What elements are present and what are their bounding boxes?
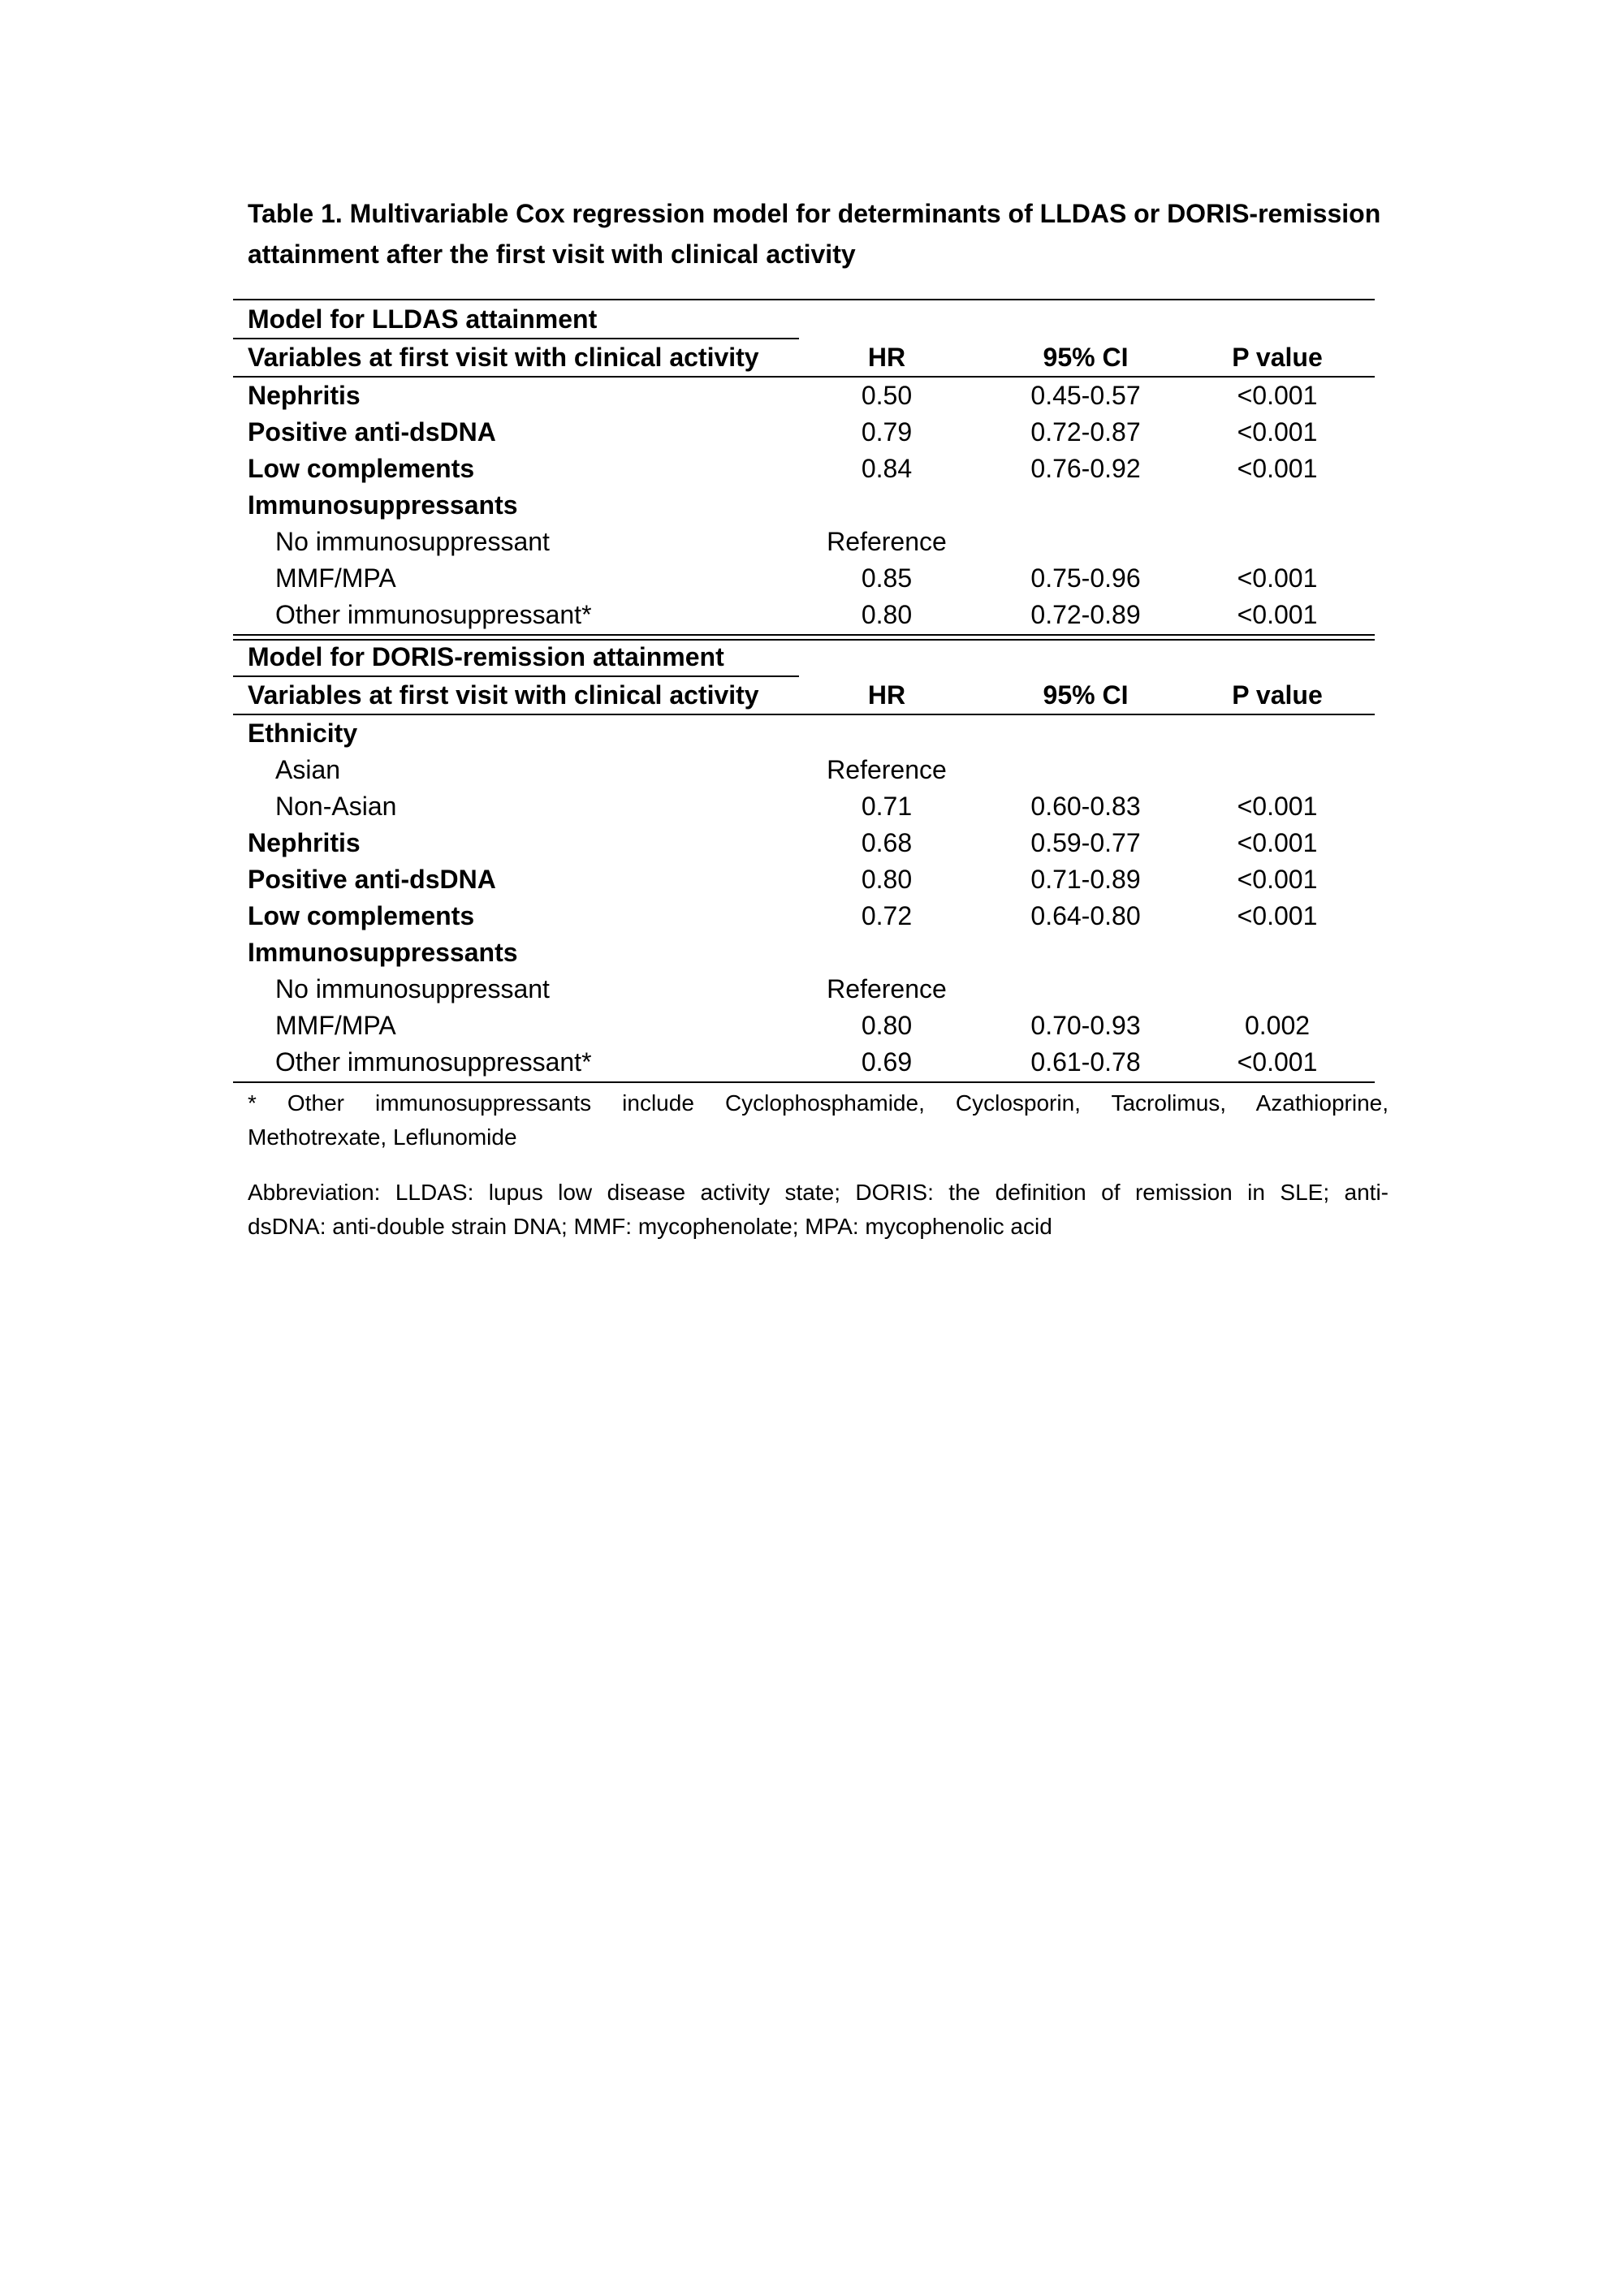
row-hr: 0.72 <box>861 901 913 930</box>
table-bottom-rule <box>233 1081 1375 1083</box>
abbreviation-note <box>248 1176 1389 1244</box>
table-row <box>233 788 1375 825</box>
row-label: Asian <box>275 755 341 784</box>
row-hr: 0.79 <box>861 417 913 447</box>
row-label: Non-Asian <box>275 792 397 821</box>
table-title <box>248 193 1401 274</box>
row-label: Positive anti-dsDNA <box>248 417 496 447</box>
row-label: Low complements <box>248 454 475 483</box>
row-hr: 0.68 <box>861 828 913 857</box>
header-hr: HR <box>867 343 906 372</box>
row-hr: 0.80 <box>861 1011 913 1040</box>
row-label: Nephritis <box>248 381 361 410</box>
header-p: P value <box>1232 680 1323 710</box>
row-hr: 0.71 <box>861 792 913 821</box>
row-hr: 0.85 <box>861 563 913 593</box>
table-row <box>233 1008 1375 1044</box>
row-p: <0.001 <box>1237 865 1318 894</box>
header-variable: Variables at first visit with clinical activity <box>248 343 759 372</box>
row-p: <0.001 <box>1237 563 1318 593</box>
row-p: <0.001 <box>1237 600 1318 629</box>
table-row <box>233 715 1375 752</box>
row-label: MMF/MPA <box>275 1011 396 1040</box>
row-p: <0.001 <box>1237 792 1318 821</box>
row-ci: 0.71-0.89 <box>1030 865 1141 894</box>
header-hr: HR <box>867 680 906 710</box>
table-row <box>233 597 1375 633</box>
table-title-line-1: Table 1. Multivariable Cox regression model for determinants of LLDAS or DORIS-remission <box>248 199 1381 228</box>
row-hr: 0.80 <box>861 865 913 894</box>
table-row <box>233 861 1375 898</box>
row-label: No immunosuppressant <box>275 527 550 556</box>
header-ci: 95% CI <box>1043 680 1129 710</box>
row-ci: 0.61-0.78 <box>1030 1047 1141 1077</box>
row-ci: 0.70-0.93 <box>1030 1011 1141 1040</box>
table-header-row <box>233 339 1375 376</box>
footnote-line-2: Methotrexate, Leflunomide <box>248 1124 517 1150</box>
row-p: <0.001 <box>1237 454 1318 483</box>
table-row <box>233 560 1375 597</box>
row-p: <0.001 <box>1237 381 1318 410</box>
row-label: Other immunosuppressant* <box>275 600 592 629</box>
abbreviation-line-2: dsDNA: anti-double strain DNA; MMF: mycophenolate; MPA: mycophenolic acid <box>248 1214 1052 1239</box>
row-hr: Reference <box>827 755 947 784</box>
row-ci: 0.64-0.80 <box>1030 901 1141 930</box>
abbreviation-line-1: Abbreviation: LLDAS: lupus low disease activity state; DORIS: the definition of remission in SLE; anti- <box>248 1180 1389 1205</box>
table-row <box>233 752 1375 788</box>
row-p: <0.001 <box>1237 1047 1318 1077</box>
model-heading-lldas <box>233 301 1375 338</box>
table-row <box>233 524 1375 560</box>
row-label: Other immunosuppressant* <box>275 1047 592 1077</box>
model-heading-text: Model for DORIS-remission attainment <box>248 642 724 671</box>
row-p: <0.001 <box>1237 828 1318 857</box>
row-label: Immunosuppressants <box>248 938 518 967</box>
row-label: Immunosuppressants <box>248 490 518 520</box>
header-variable: Variables at first visit with clinical activity <box>248 680 759 710</box>
table-row <box>233 1044 1375 1081</box>
table-row <box>233 898 1375 934</box>
table-row <box>233 451 1375 487</box>
row-p: <0.001 <box>1237 417 1318 447</box>
row-ci: 0.76-0.92 <box>1030 454 1141 483</box>
table-row <box>233 825 1375 861</box>
row-hr: 0.80 <box>861 600 913 629</box>
model-heading-text: Model for LLDAS attainment <box>248 304 598 334</box>
row-p: 0.002 <box>1244 1011 1311 1040</box>
table-row <box>233 971 1375 1008</box>
row-p: <0.001 <box>1237 901 1318 930</box>
row-hr: 0.84 <box>861 454 913 483</box>
row-ci: 0.75-0.96 <box>1030 563 1141 593</box>
row-hr: Reference <box>827 974 947 1003</box>
row-hr: Reference <box>827 527 947 556</box>
model-heading-doris <box>233 639 1375 675</box>
row-ci: 0.45-0.57 <box>1030 381 1141 410</box>
table-row <box>233 934 1375 971</box>
row-label: Positive anti-dsDNA <box>248 865 496 894</box>
row-ci: 0.72-0.89 <box>1030 600 1141 629</box>
table-row <box>233 378 1375 414</box>
row-label: Nephritis <box>248 828 361 857</box>
row-hr: 0.69 <box>861 1047 913 1077</box>
row-label: No immunosuppressant <box>275 974 550 1003</box>
footnote-line-1: * Other immunosuppressants include Cyclophosphamide, Cyclosporin, Tacrolimus, Azathioprine, <box>248 1090 1389 1116</box>
row-label: MMF/MPA <box>275 563 396 593</box>
row-ci: 0.72-0.87 <box>1030 417 1141 447</box>
table-top-rule <box>233 299 1375 300</box>
row-ci: 0.59-0.77 <box>1030 828 1141 857</box>
header-ci: 95% CI <box>1043 343 1129 372</box>
table-row <box>233 414 1375 451</box>
row-ci: 0.60-0.83 <box>1030 792 1141 821</box>
row-label: Ethnicity <box>248 719 358 748</box>
table-footnote <box>248 1086 1389 1154</box>
table-row <box>233 487 1375 524</box>
header-p: P value <box>1232 343 1323 372</box>
table-title-line-2: attainment after the first visit with clinical activity <box>248 240 856 269</box>
row-label: Low complements <box>248 901 475 930</box>
table-header-row <box>233 677 1375 714</box>
row-hr: 0.50 <box>861 381 913 410</box>
